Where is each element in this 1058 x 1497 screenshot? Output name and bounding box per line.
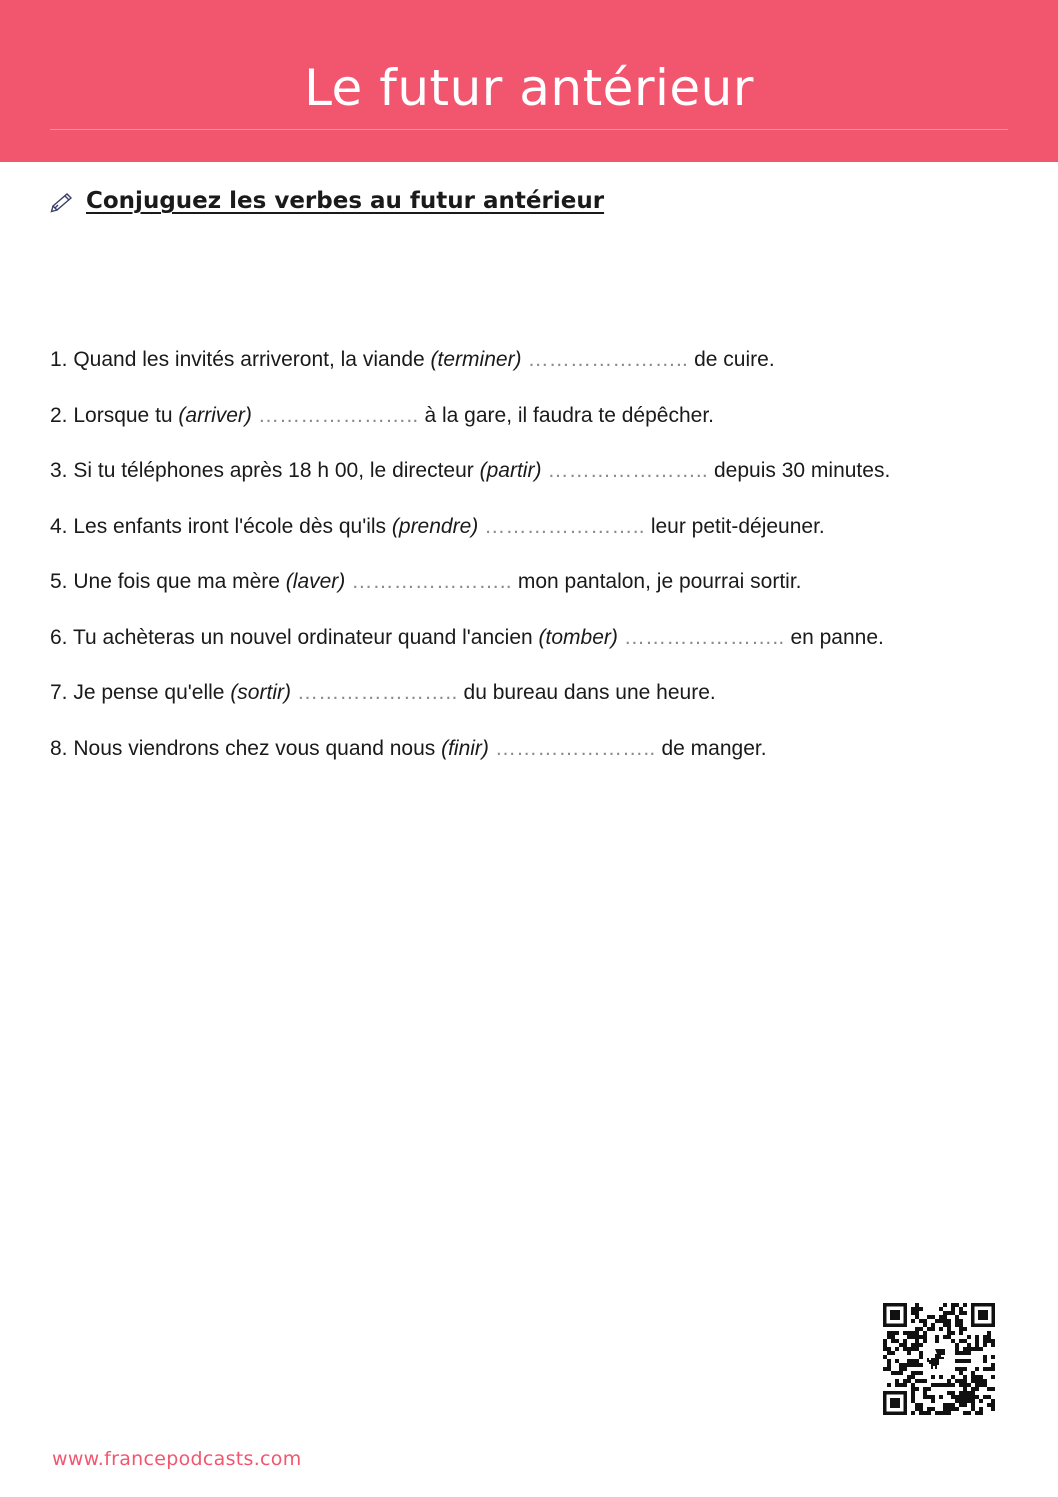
exercise-text: leur petit-déjeuner. [650, 514, 825, 538]
exercise-text: 5. Une fois que ma mère [50, 570, 286, 593]
exercise-text: mon pantalon, je pourrai sortir. [517, 570, 802, 593]
answer-blank: ………………….. [541, 459, 714, 482]
exercise-text: à la gare, il faudra te dépêcher. [424, 403, 714, 427]
exercise-text: de cuire. [694, 348, 775, 371]
exercise-item-4 [50, 511, 1008, 567]
exercise-list [50, 344, 1008, 788]
exercise-item-6 [50, 622, 1008, 678]
instruction-text: Conjuguez les verbes au futur antérieur [86, 188, 605, 214]
exercise-item-8 [50, 733, 1008, 789]
exercise-item-2 [50, 400, 1008, 456]
header-banner [0, 0, 1058, 162]
exercise-text: 2. Lorsque tu [50, 403, 179, 427]
verb-infinitive: (tomber) [538, 625, 618, 649]
verb-infinitive: (laver) [285, 570, 346, 593]
answer-blank: ………………….. [478, 514, 651, 538]
exercise-text: 6. Tu achèteras un nouvel ordinateur quand l'ancien [50, 625, 539, 649]
exercise-text: 8. Nous viendrons chez vous quand nous [50, 736, 442, 760]
answer-blank: ………………….. [345, 570, 518, 593]
answer-blank: ………………….. [617, 625, 791, 649]
pencil-icon [50, 189, 76, 213]
answer-blank: ………………….. [251, 403, 425, 427]
exercise-item-1 [50, 344, 1008, 400]
page-title: Le futur antérieur [304, 59, 754, 117]
qr-code-icon[interactable] [883, 1303, 995, 1415]
verb-infinitive: (arriver) [178, 403, 252, 427]
exercise-text: de manger. [661, 736, 767, 760]
exercise-item-7 [50, 677, 1008, 733]
answer-blank: ………………….. [521, 348, 695, 371]
verb-infinitive: (sortir) [230, 681, 291, 704]
exercise-item-5 [50, 566, 1008, 622]
exercise-text: en panne. [790, 625, 884, 649]
exercise-instruction [50, 188, 604, 214]
exercise-item-3 [50, 455, 1008, 511]
answer-blank: ………………….. [290, 681, 464, 704]
footer-url[interactable]: www.francepodcasts.com [52, 1448, 302, 1470]
exercise-text: 7. Je pense qu'elle [50, 681, 231, 704]
verb-infinitive: (prendre) [391, 514, 479, 538]
exercise-text: depuis 30 minutes. [714, 459, 891, 482]
exercise-text: 1. Quand les invités arriveront, la viande [50, 348, 431, 371]
verb-infinitive: (partir) [479, 459, 542, 482]
exercise-text: du bureau dans une heure. [463, 681, 716, 704]
exercise-text: 3. Si tu téléphones après 18 h 00, le directeur [50, 459, 480, 482]
verb-infinitive: (finir) [441, 736, 489, 760]
answer-blank: ………………….. [488, 736, 662, 760]
exercise-text: 4. Les enfants iront l'école dès qu'ils [50, 514, 392, 538]
verb-infinitive: (terminer) [430, 348, 522, 371]
header-divider [50, 129, 1008, 130]
